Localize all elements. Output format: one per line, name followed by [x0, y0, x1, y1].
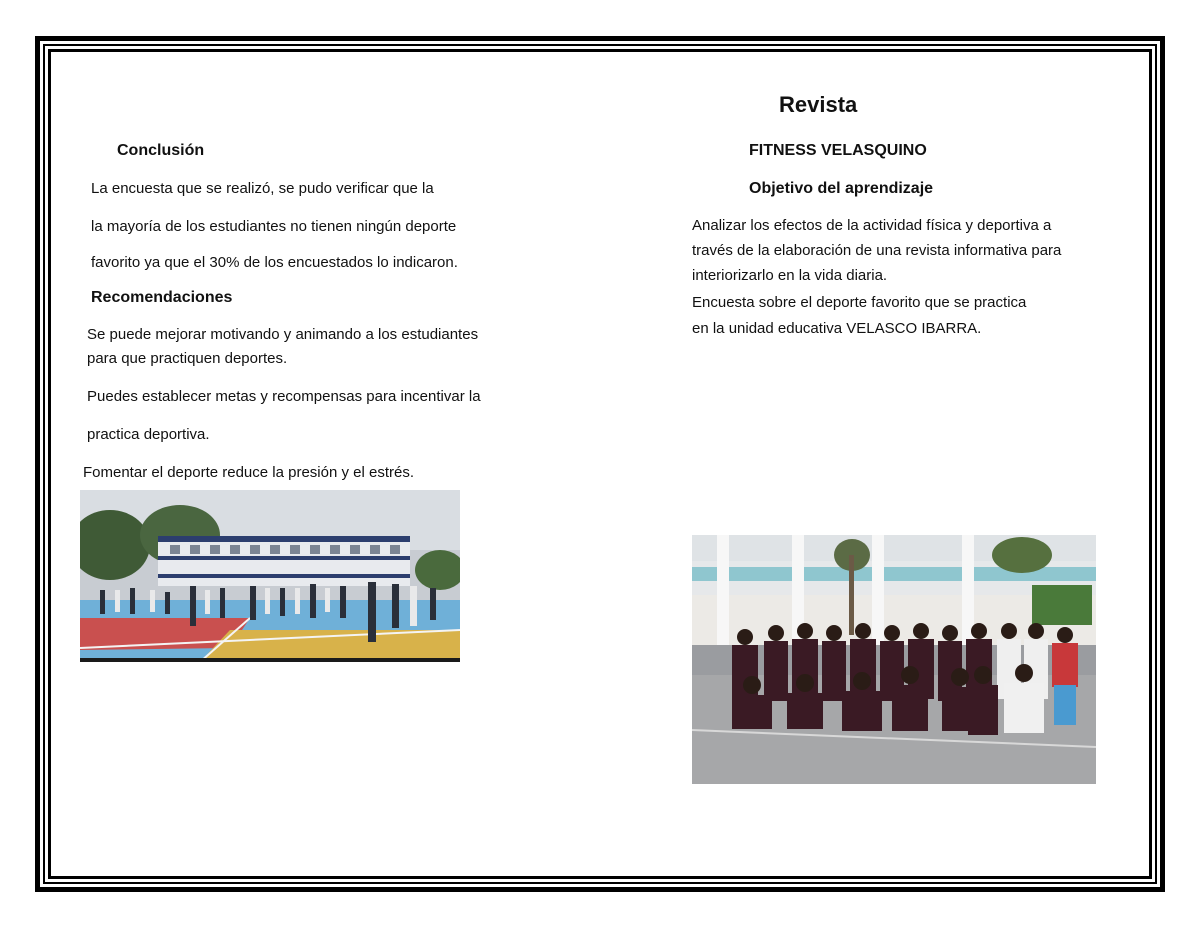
conclusion-line-1: La encuesta que se realizó, se pudo verificar que la	[91, 180, 434, 197]
conclusion-heading: Conclusión	[117, 142, 205, 159]
recommendation-2-line-1: Puedes establecer metas y recompensas para incentivar la	[87, 388, 481, 405]
objective-heading: Objetivo del aprendizaje	[749, 180, 934, 197]
objective-line-4: Encuesta sobre el deporte favorito que se practica	[692, 294, 1027, 311]
conclusion-line-2: la mayoría de los estudiantes no tienen ningún deporte	[91, 218, 457, 235]
magazine-title: Revista	[779, 92, 858, 117]
conclusion-line-3: favorito ya que el 30% de los encuestados lo indicaron.	[91, 254, 458, 271]
magazine-subtitle: FITNESS VELASQUINO	[749, 142, 927, 159]
objective-line-1: Analizar los efectos de la actividad física y deportiva a	[692, 217, 1052, 234]
objective-line-5: en la unidad educativa VELASCO IBARRA.	[692, 320, 982, 337]
recommendation-2-line-2: practica deportiva.	[87, 426, 210, 443]
objective-line-2: través de la elaboración de una revista informativa para	[692, 242, 1062, 259]
recommendation-1-line-2: para que practiquen deportes.	[87, 350, 288, 367]
recommendation-3: Fomentar el deporte reduce la presión y el estrés.	[83, 464, 415, 481]
student-group-photo	[692, 535, 1096, 784]
objective-line-3: interiorizarlo en la vida diaria.	[692, 267, 888, 284]
recommendation-1-line-1: Se puede mejorar motivando y animando a los estudiantes	[87, 326, 479, 343]
court-activity-photo	[80, 490, 460, 662]
recommendations-heading: Recomendaciones	[91, 289, 233, 306]
